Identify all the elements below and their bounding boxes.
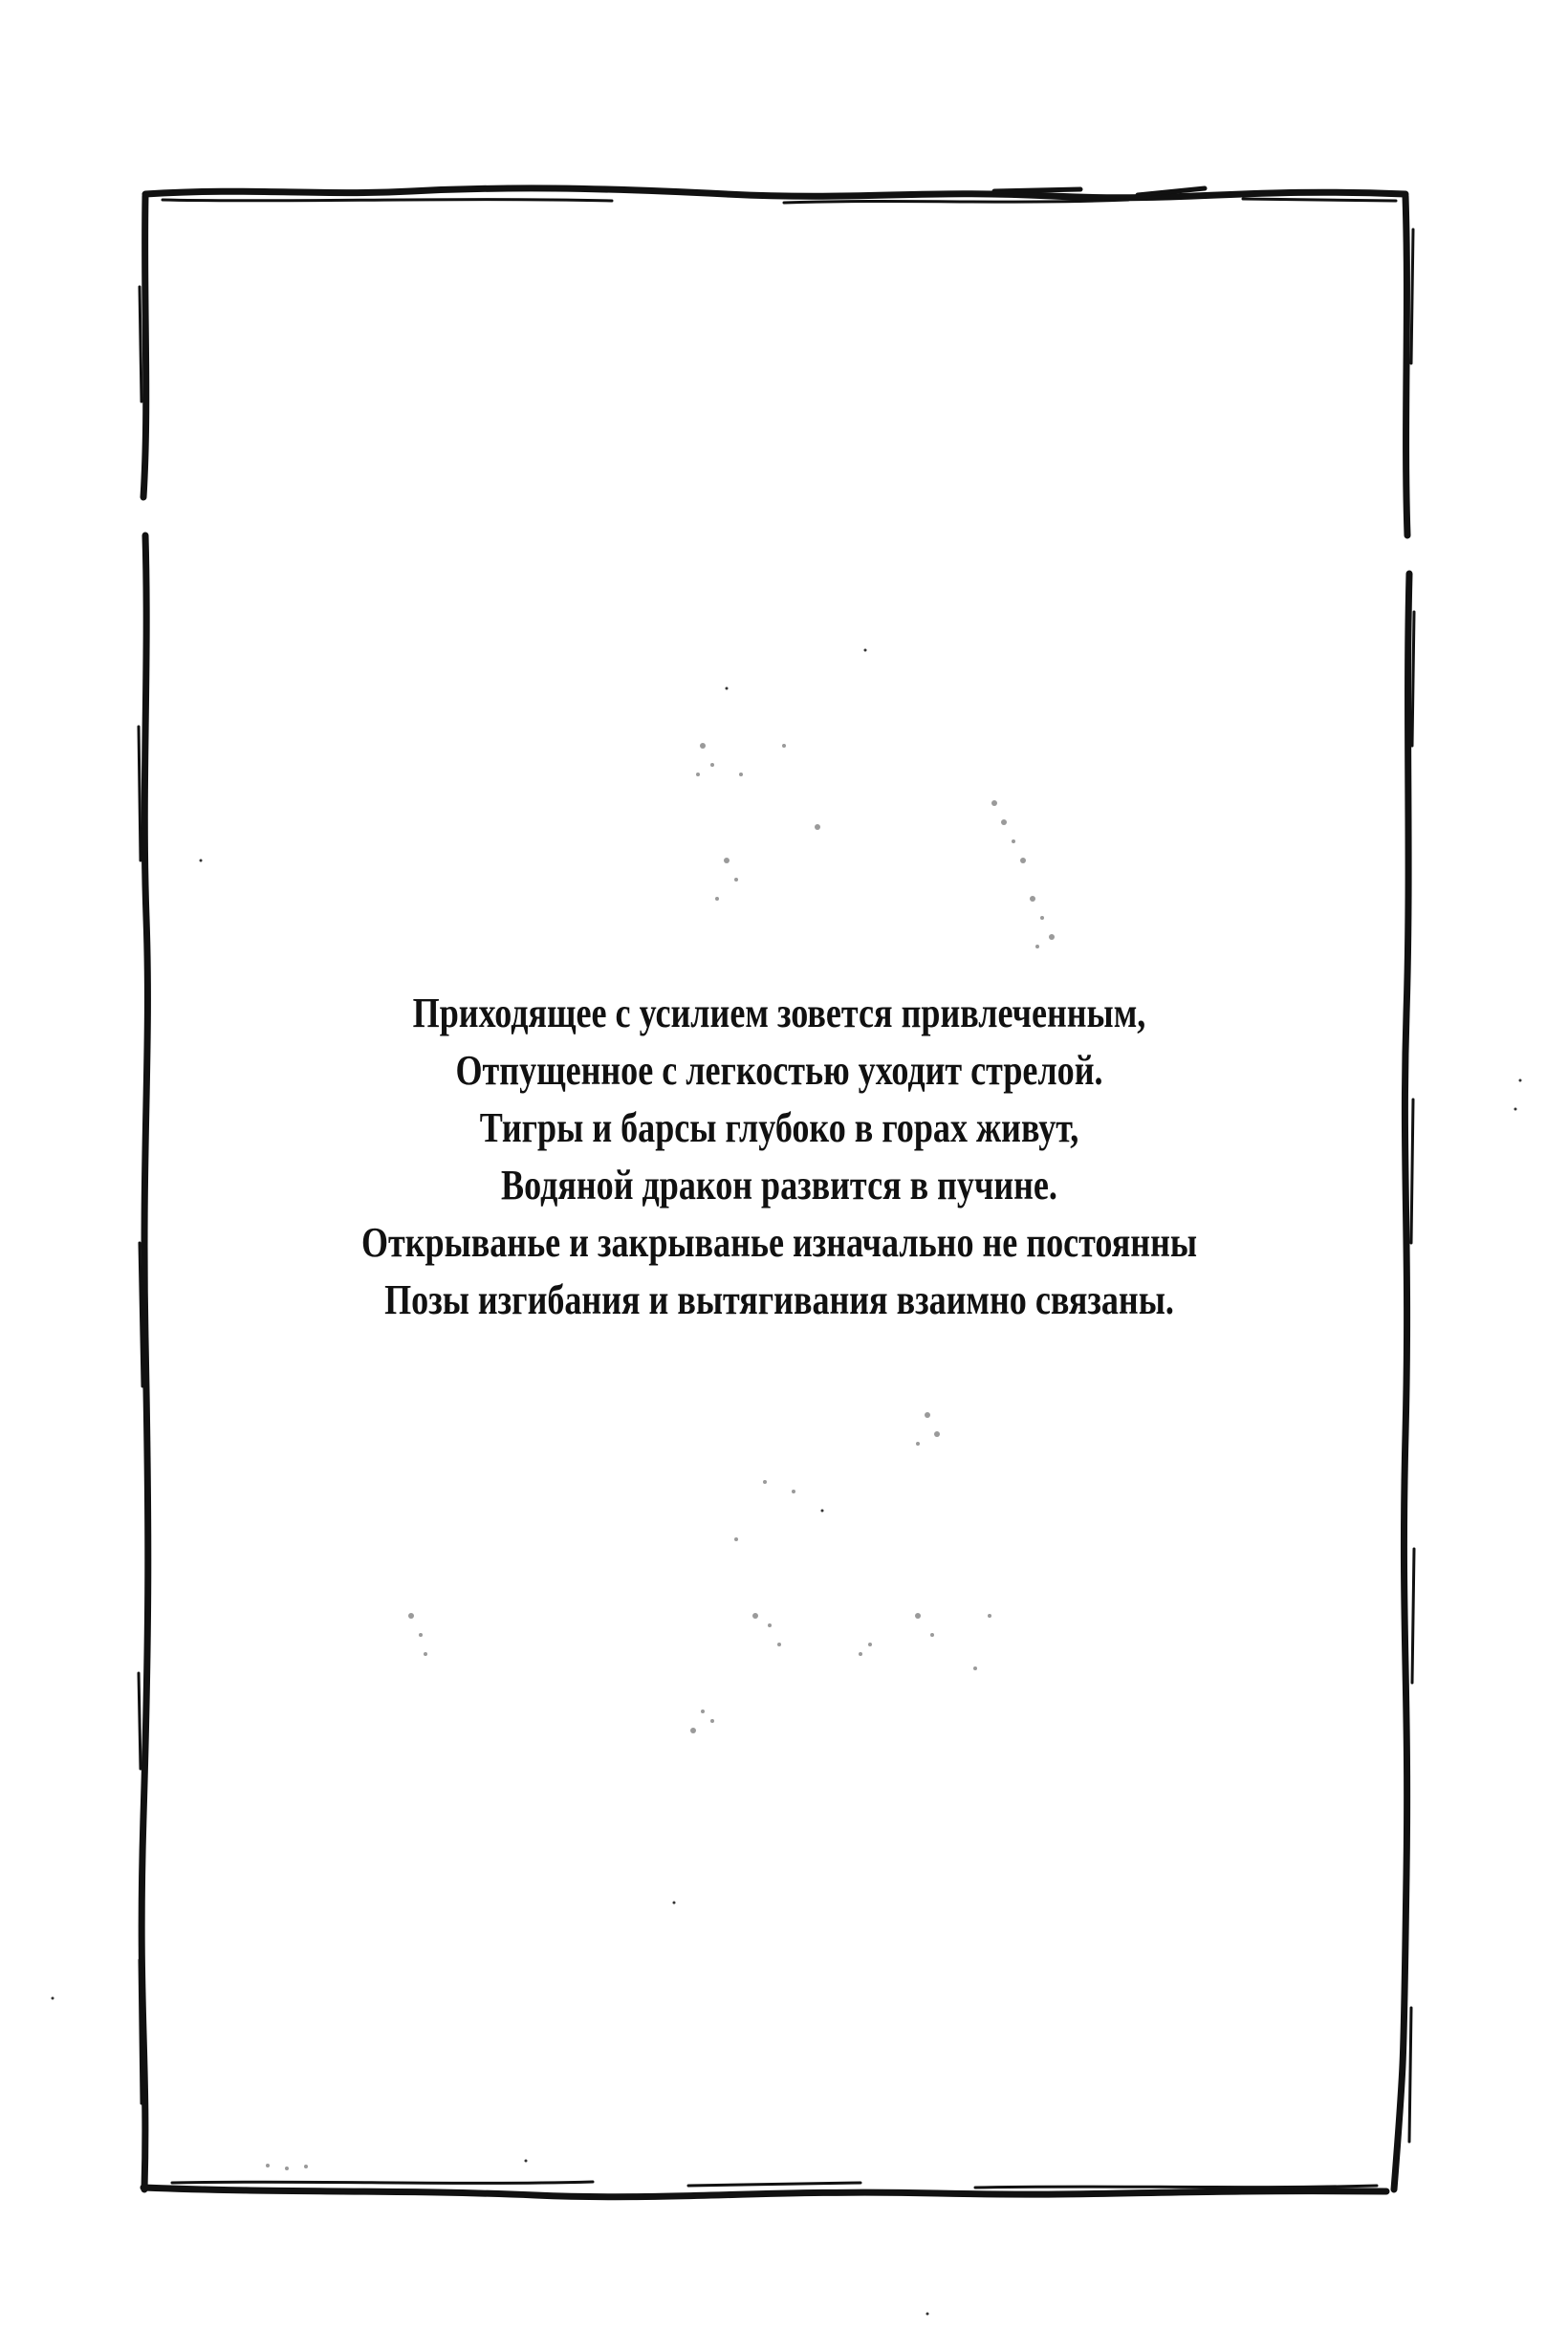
poem-stanza: [329, 985, 1230, 1329]
poem-line-4: Водяной дракон развится в пучине.: [501, 1162, 1057, 1209]
border-bottom-stroke-2: [172, 2182, 1377, 2188]
border-top-stroke-2: [163, 199, 1396, 203]
poem-line-2: Отпущенное с легкостью уходит стрелой.: [455, 1047, 1103, 1094]
border-left-stroke: [142, 196, 148, 2189]
border-right-stroke: [1394, 196, 1409, 2189]
poem-line-5: Открыванье и закрыванье изначально не постоянны: [360, 1219, 1198, 1266]
border-top-stroke: [145, 188, 1405, 198]
poem-line-6: Позы изгибания и вытягивания взаимно связаны.: [384, 1276, 1174, 1323]
border-bottom-stroke: [143, 2188, 1386, 2197]
poem-line-1: Приходящее с усилием зовется привлеченным,: [412, 990, 1146, 1036]
poem-line-3: Тигры и барсы глубоко в горах живут,: [479, 1104, 1079, 1151]
